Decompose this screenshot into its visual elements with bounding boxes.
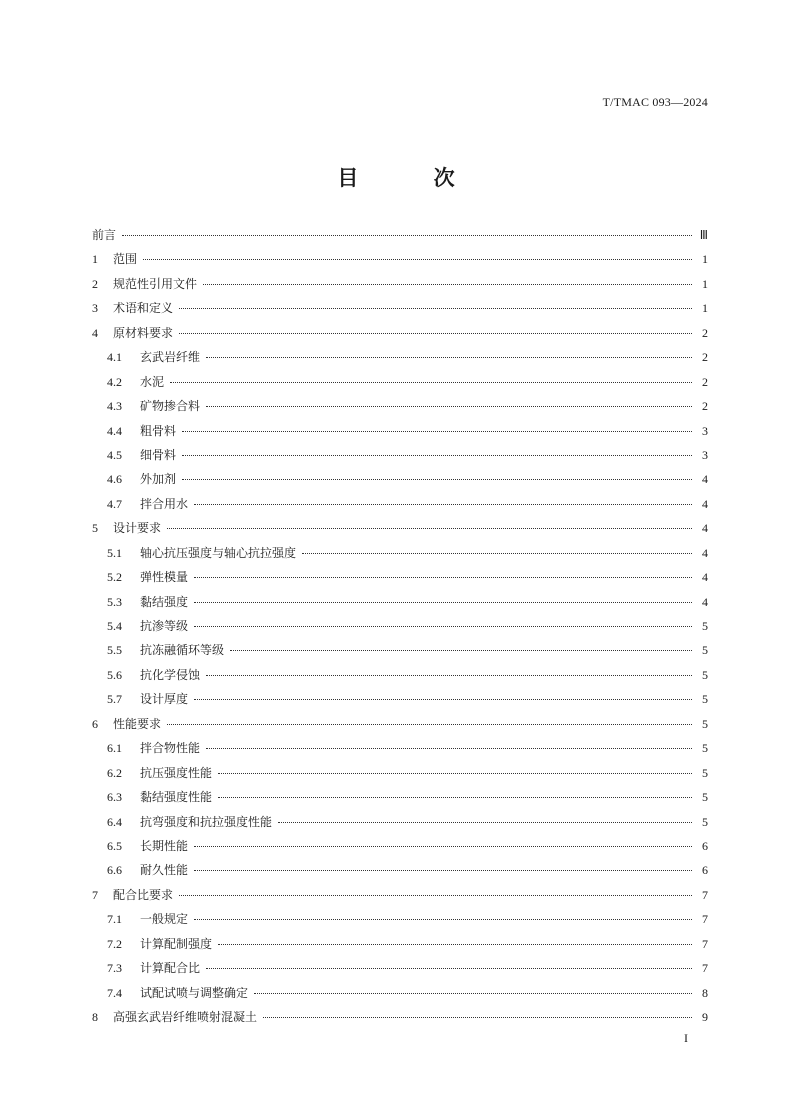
toc-leader-dots [263, 1017, 692, 1018]
toc-entry-title: 配合比要求 [113, 887, 174, 902]
toc-leader-dots [194, 602, 692, 603]
toc-leader-dots [206, 748, 692, 749]
toc-entry-page: 2 [702, 374, 708, 389]
toc-entry[interactable] [92, 250, 708, 274]
toc-entry-number: 4.4 [107, 423, 122, 438]
toc-entry-title: 性能要求 [113, 716, 162, 731]
toc-entry[interactable] [92, 373, 708, 397]
toc-entry-page: 2 [702, 399, 708, 414]
page-number: I [684, 1031, 688, 1045]
toc-entry[interactable] [92, 715, 708, 739]
toc-entry[interactable] [92, 959, 708, 983]
toc-entry-title: 黏结强度 [140, 594, 189, 609]
toc-entry-number: 5.4 [107, 619, 122, 633]
toc-leader-dots [206, 675, 692, 676]
page-title-text: 目 次 [337, 166, 489, 190]
toc-entry-number: 8 [92, 1010, 98, 1024]
toc-entry[interactable] [92, 910, 708, 934]
toc-entry-title: 试配试喷与调整确定 [140, 985, 249, 1000]
toc-entry-page: 8 [702, 985, 708, 1000]
toc-entry[interactable] [92, 324, 708, 348]
table-of-contents [92, 226, 708, 1032]
toc-entry-title: 计算配制强度 [140, 936, 213, 951]
toc-entry-page: 5 [702, 741, 708, 756]
toc-entry-title: 长期性能 [140, 838, 189, 853]
toc-entry-title: 抗冻融循环等级 [140, 643, 225, 658]
toc-entry-title: 设计厚度 [140, 692, 189, 707]
toc-entry-title: 规范性引用文件 [113, 276, 198, 291]
toc-entry-number: 7.1 [107, 912, 122, 927]
toc-entry-title: 术语和定义 [113, 301, 174, 316]
toc-entry-page: 7 [702, 961, 708, 976]
toc-entry-number: 4.6 [107, 472, 122, 487]
toc-entry[interactable] [92, 764, 708, 788]
toc-leader-dots [170, 382, 692, 383]
toc-entry-title: 矿物掺合料 [140, 399, 201, 414]
toc-entry[interactable] [92, 495, 708, 519]
toc-entry-title: 黏结强度性能 [140, 790, 213, 805]
toc-entry-title: 高强玄武岩纤维喷射混凝土 [113, 1010, 258, 1024]
toc-entry-number: 6 [92, 716, 98, 731]
toc-entry-page: Ⅲ [699, 228, 708, 242]
toc-entry-page: 4 [702, 472, 708, 487]
toc-entry-number: 3 [92, 301, 98, 316]
toc-entry-number: 6.5 [107, 838, 122, 853]
toc-leader-dots [218, 944, 692, 945]
toc-entry-page: 9 [702, 1010, 708, 1024]
toc-leader-dots [179, 333, 692, 334]
toc-entry-page: 7 [702, 936, 708, 951]
toc-entry-number: 6.2 [107, 765, 122, 780]
toc-leader-dots [194, 504, 692, 505]
toc-entry-number: 4.2 [107, 374, 122, 389]
toc-leader-dots [203, 284, 692, 285]
document-code: T/TMAC 093—2024 [602, 95, 708, 109]
toc-entry-title: 玄武岩纤维 [140, 350, 201, 365]
toc-entry-page: 7 [702, 887, 708, 902]
toc-entry-number: 7.2 [107, 936, 122, 951]
toc-entry-page: 5 [702, 790, 708, 805]
toc-entry[interactable] [92, 422, 708, 446]
toc-leader-dots [254, 993, 692, 994]
toc-entry[interactable] [92, 1008, 708, 1032]
toc-entry-title: 抗压强度性能 [140, 765, 213, 780]
toc-entry-title: 水泥 [140, 374, 165, 389]
toc-entry-title: 粗骨料 [140, 423, 177, 438]
toc-entry-page: 1 [702, 276, 708, 291]
toc-entry-page: 4 [702, 496, 708, 511]
toc-entry-page: 2 [702, 325, 708, 340]
toc-entry[interactable] [92, 593, 708, 617]
toc-leader-dots [278, 822, 692, 823]
toc-leader-dots [194, 626, 692, 627]
toc-leader-dots [230, 650, 692, 651]
toc-entry-title: 抗渗等级 [140, 619, 189, 633]
toc-leader-dots [182, 479, 692, 480]
toc-entry-number: 1 [92, 252, 98, 267]
toc-entry-number: 6.4 [107, 814, 122, 829]
toc-entry-page: 3 [702, 447, 708, 462]
toc-entry-number: 4.3 [107, 399, 122, 414]
toc-entry-title: 一般规定 [140, 912, 189, 927]
toc-leader-dots [182, 455, 692, 456]
toc-entry-number: 5 [92, 521, 98, 536]
toc-leader-dots [167, 528, 692, 529]
toc-leader-dots [218, 797, 692, 798]
toc-entry-page: 4 [702, 570, 708, 585]
toc-entry-number: 4 [92, 325, 98, 340]
toc-entry-number: 2 [92, 276, 98, 291]
toc-entry-page: 4 [702, 521, 708, 536]
toc-entry-number: 5.3 [107, 594, 122, 609]
toc-entry-title: 细骨料 [140, 447, 177, 462]
toc-leader-dots [182, 431, 692, 432]
toc-entry[interactable] [92, 446, 708, 470]
toc-entry-number: 5.2 [107, 570, 122, 585]
toc-entry-title: 拌合物性能 [140, 741, 201, 756]
page-title [0, 162, 792, 192]
toc-entry[interactable] [92, 984, 708, 1008]
toc-entry-page: 5 [702, 643, 708, 658]
toc-entry-page: 6 [702, 838, 708, 853]
toc-entry[interactable] [92, 348, 708, 372]
toc-entry[interactable] [92, 690, 708, 714]
toc-entry-title: 范围 [113, 252, 138, 267]
toc-entry-page: 5 [702, 765, 708, 780]
toc-entry-page: 4 [702, 594, 708, 609]
toc-entry[interactable] [92, 935, 708, 959]
toc-entry-title: 抗化学侵蚀 [140, 667, 201, 682]
toc-entry[interactable] [92, 886, 708, 910]
toc-entry[interactable] [92, 666, 708, 690]
toc-entry-number: 7.3 [107, 961, 122, 976]
toc-entry-page: 4 [702, 545, 708, 560]
toc-entry[interactable] [92, 739, 708, 763]
toc-entry-title: 轴心抗压强度与轴心抗拉强度 [140, 545, 297, 560]
toc-entry[interactable] [92, 470, 708, 494]
toc-entry[interactable] [92, 544, 708, 568]
toc-entry-number: 4.5 [107, 447, 122, 462]
toc-entry-title: 前言 [92, 228, 117, 242]
toc-entry-number: 6.3 [107, 790, 122, 805]
toc-entry-page: 1 [702, 301, 708, 316]
toc-entry-number: 4.7 [107, 496, 122, 511]
toc-entry-number: 7 [92, 887, 98, 902]
toc-entry[interactable] [92, 519, 708, 543]
toc-entry-page: 5 [702, 716, 708, 731]
toc-entry-number: 5.7 [107, 692, 122, 707]
toc-leader-dots [206, 357, 692, 358]
toc-entry[interactable] [92, 837, 708, 861]
toc-entry-page: 3 [702, 423, 708, 438]
toc-entry[interactable] [92, 275, 708, 299]
toc-entry-title: 拌合用水 [140, 496, 189, 511]
toc-entry-number: 6.1 [107, 741, 122, 756]
toc-entry-page: 5 [702, 667, 708, 682]
toc-leader-dots [194, 919, 692, 920]
toc-entry-title: 耐久性能 [140, 863, 189, 878]
toc-entry-page: 5 [702, 692, 708, 707]
toc-entry-number: 5.1 [107, 545, 122, 560]
toc-leader-dots [206, 406, 692, 407]
toc-entry-number: 7.4 [107, 985, 122, 1000]
toc-entry-page: 6 [702, 863, 708, 878]
toc-leader-dots [218, 773, 692, 774]
toc-leader-dots [302, 553, 692, 554]
toc-leader-dots [143, 259, 692, 260]
toc-leader-dots [167, 724, 692, 725]
toc-entry-page: 5 [702, 814, 708, 829]
toc-leader-dots [206, 968, 692, 969]
toc-leader-dots [194, 870, 692, 871]
toc-entry[interactable] [92, 788, 708, 812]
toc-leader-dots [179, 308, 692, 309]
toc-entry[interactable] [92, 226, 708, 250]
toc-entry-number: 5.6 [107, 667, 122, 682]
toc-entry[interactable] [92, 641, 708, 665]
toc-entry-title: 计算配合比 [140, 961, 201, 976]
toc-entry-title: 外加剂 [140, 472, 177, 487]
toc-entry-title: 原材料要求 [113, 325, 174, 340]
toc-entry[interactable] [92, 568, 708, 592]
toc-entry-title: 设计要求 [113, 521, 162, 536]
toc-leader-dots [179, 895, 692, 896]
toc-leader-dots [194, 699, 692, 700]
toc-entry-title: 弹性模量 [140, 570, 189, 585]
toc-entry-title: 抗弯强度和抗拉强度性能 [140, 814, 273, 829]
toc-entry-page: 2 [702, 350, 708, 365]
toc-leader-dots [122, 235, 692, 236]
toc-leader-dots [194, 846, 692, 847]
toc-entry-number: 5.5 [107, 643, 122, 658]
toc-entry-page: 5 [702, 619, 708, 633]
toc-entry[interactable] [92, 861, 708, 885]
toc-leader-dots [194, 577, 692, 578]
toc-entry[interactable] [92, 299, 708, 323]
toc-entry-number: 6.6 [107, 863, 122, 878]
toc-entry[interactable] [92, 813, 708, 837]
toc-entry[interactable] [92, 397, 708, 421]
toc-entry-page: 7 [702, 912, 708, 927]
toc-entry[interactable] [92, 617, 708, 641]
toc-entry-number: 4.1 [107, 350, 122, 365]
toc-entry-page: 1 [702, 252, 708, 267]
